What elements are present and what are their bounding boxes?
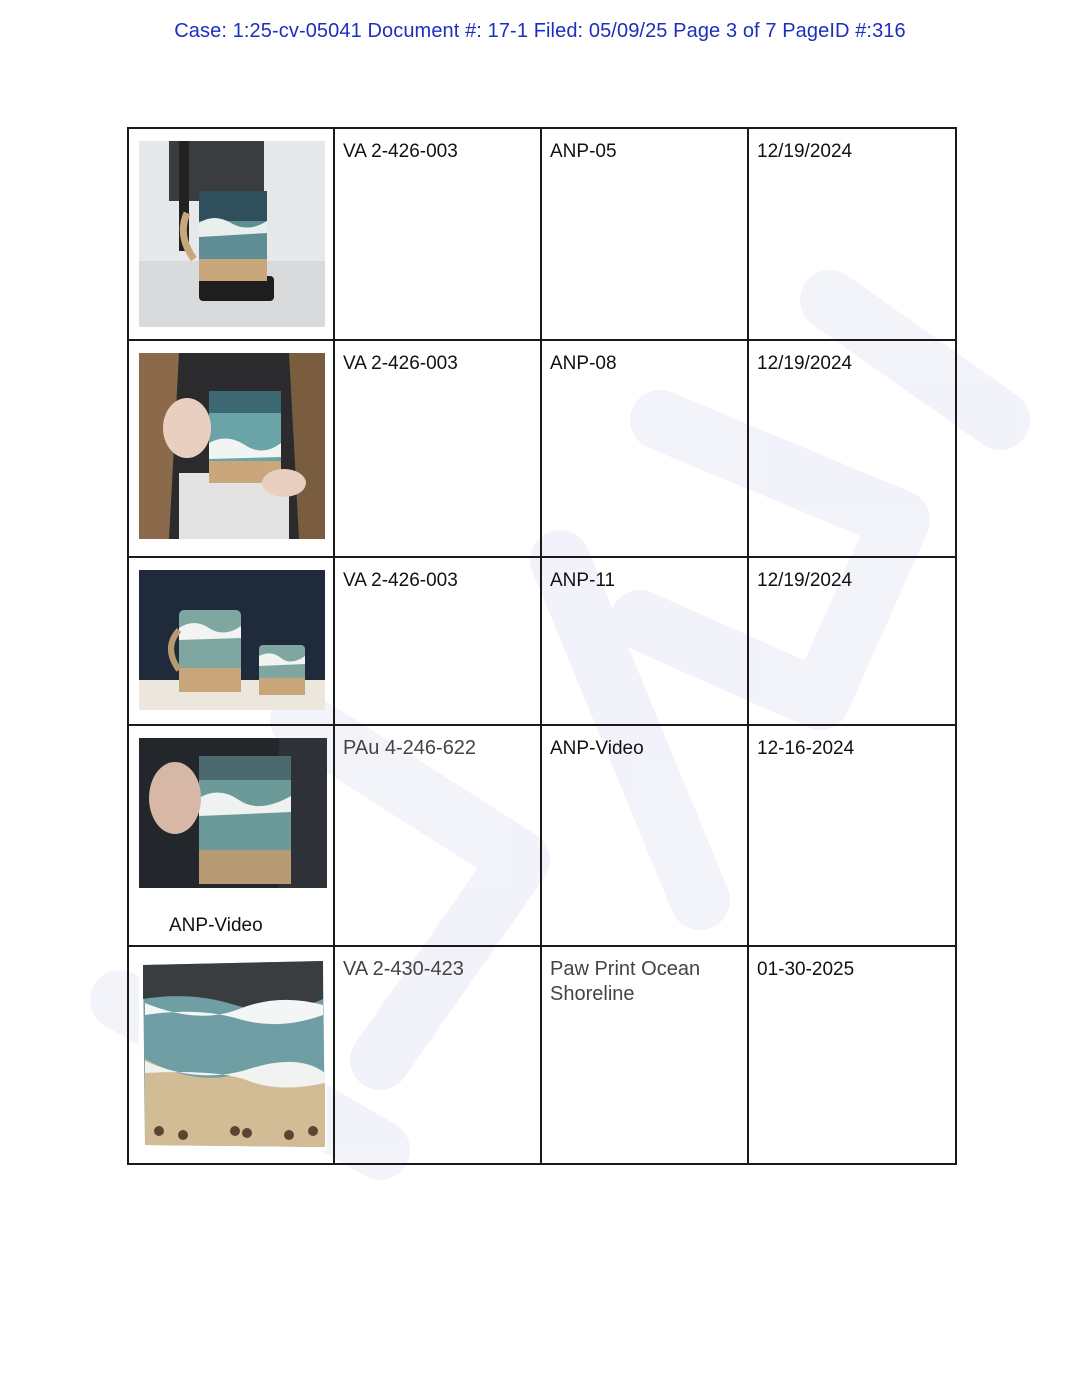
registration-cell: PAu 4-246-622 <box>334 725 541 946</box>
date-cell: 12/19/2024 <box>748 340 956 557</box>
work-id-cell: ANP-11 <box>541 557 748 725</box>
work-id-cell: ANP-05 <box>541 128 748 340</box>
case-header: Case: 1:25-cv-05041 Document #: 17-1 Filed: 05/09/25 Page 3 of 7 PageID #:316 <box>174 20 906 42</box>
work-id-cell: ANP-Video <box>541 725 748 946</box>
registration-cell: VA 2-430-423 <box>334 946 541 1164</box>
mug-on-coffee-machine-image <box>139 141 325 327</box>
table-row <box>128 557 956 725</box>
registration-cell: VA 2-426-003 <box>334 340 541 557</box>
mug-video-still-image <box>139 738 327 888</box>
image-cell <box>128 725 334 946</box>
image-caption: ANP-Video <box>169 915 263 936</box>
image-cell <box>128 340 334 557</box>
table-row <box>128 946 956 1164</box>
table-row <box>128 128 956 340</box>
registration-cell: VA 2-426-003 <box>334 128 541 340</box>
table-row <box>128 725 956 946</box>
image-cell <box>128 946 334 1164</box>
work-id-cell: Paw Print Ocean Shoreline <box>541 946 748 1164</box>
date-cell: 12/19/2024 <box>748 557 956 725</box>
table-row <box>128 340 956 557</box>
image-cell <box>128 557 334 725</box>
copyright-table <box>127 127 957 1165</box>
work-id-cell: ANP-08 <box>541 340 748 557</box>
date-cell: 12-16-2024 <box>748 725 956 946</box>
image-cell <box>128 128 334 340</box>
registration-cell: VA 2-426-003 <box>334 557 541 725</box>
date-cell: 01-30-2025 <box>748 946 956 1164</box>
mug-held-in-hands-image <box>139 353 325 539</box>
ocean-shoreline-tile-image <box>139 959 327 1151</box>
two-mugs-image <box>139 570 325 710</box>
date-cell: 12/19/2024 <box>748 128 956 340</box>
